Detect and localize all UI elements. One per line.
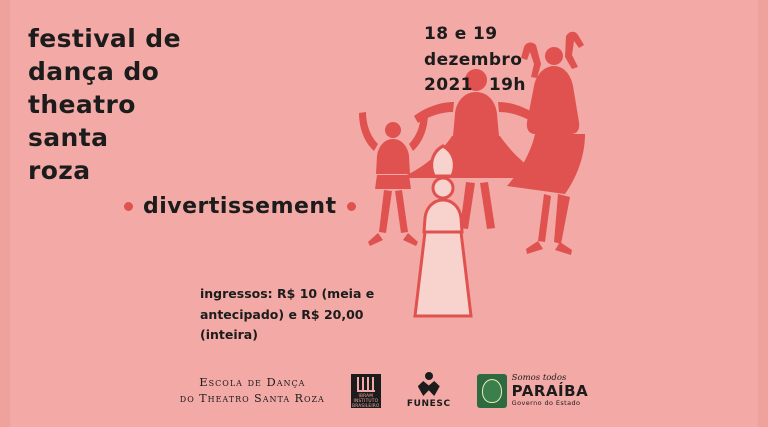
price-line-3: (inteira) xyxy=(200,327,258,343)
title-line-5: roza xyxy=(28,156,91,185)
funesc-logo-text: FUNESC xyxy=(406,399,451,409)
paraiba-government-label: Governo do Estado xyxy=(511,398,581,407)
paraiba-slogan: Somos todos xyxy=(511,373,567,383)
event-subtitle xyxy=(124,194,356,219)
title-line-1: festival de xyxy=(28,24,181,53)
paraiba-government-logo xyxy=(477,374,589,408)
left-edge-strip xyxy=(0,0,10,427)
ibram-logo xyxy=(351,374,381,415)
title-line-2: dança do xyxy=(28,57,160,86)
title-line-3: theatro xyxy=(28,90,136,119)
event-month: dezembro xyxy=(424,49,523,70)
page-title xyxy=(28,22,328,187)
ibram-glyph-icon xyxy=(357,377,375,392)
escola-line-2: do Theatro Santa Roza xyxy=(179,391,325,405)
escola-de-danca-credit xyxy=(180,374,325,408)
price-line-1: ingressos: R$ 10 (meia e xyxy=(200,286,375,301)
paraiba-logo-text xyxy=(512,374,589,407)
escola-line-1: Escola de Dança xyxy=(199,374,306,389)
event-year: 2021 xyxy=(424,75,473,95)
funesc-logo xyxy=(407,372,451,409)
separator-dot-icon xyxy=(478,81,484,87)
paraiba-name: PARAÍBA xyxy=(511,382,589,401)
event-time: 19h xyxy=(488,75,526,95)
footer-credits xyxy=(0,372,768,415)
ticket-price-info xyxy=(200,284,410,346)
event-subtitle-text: divertissement xyxy=(143,194,337,219)
bullet-left-icon xyxy=(124,202,133,211)
ibram-logo-text: IBRAM INSTITUTO BRASILEIRO DE MUSEUS xyxy=(352,393,380,415)
event-date-block xyxy=(424,22,526,99)
ibram-logo-mark xyxy=(351,374,381,415)
title-line-4: santa xyxy=(28,123,109,152)
funesc-glyph-icon xyxy=(416,372,442,398)
paraiba-coat-of-arms-icon xyxy=(477,374,507,408)
right-edge-strip xyxy=(758,0,768,427)
event-days: 18 e 19 xyxy=(424,24,498,44)
price-line-2: antecipado) e R$ 20,00 xyxy=(200,306,364,322)
event-year-time xyxy=(424,73,526,99)
bullet-right-icon xyxy=(347,202,356,211)
